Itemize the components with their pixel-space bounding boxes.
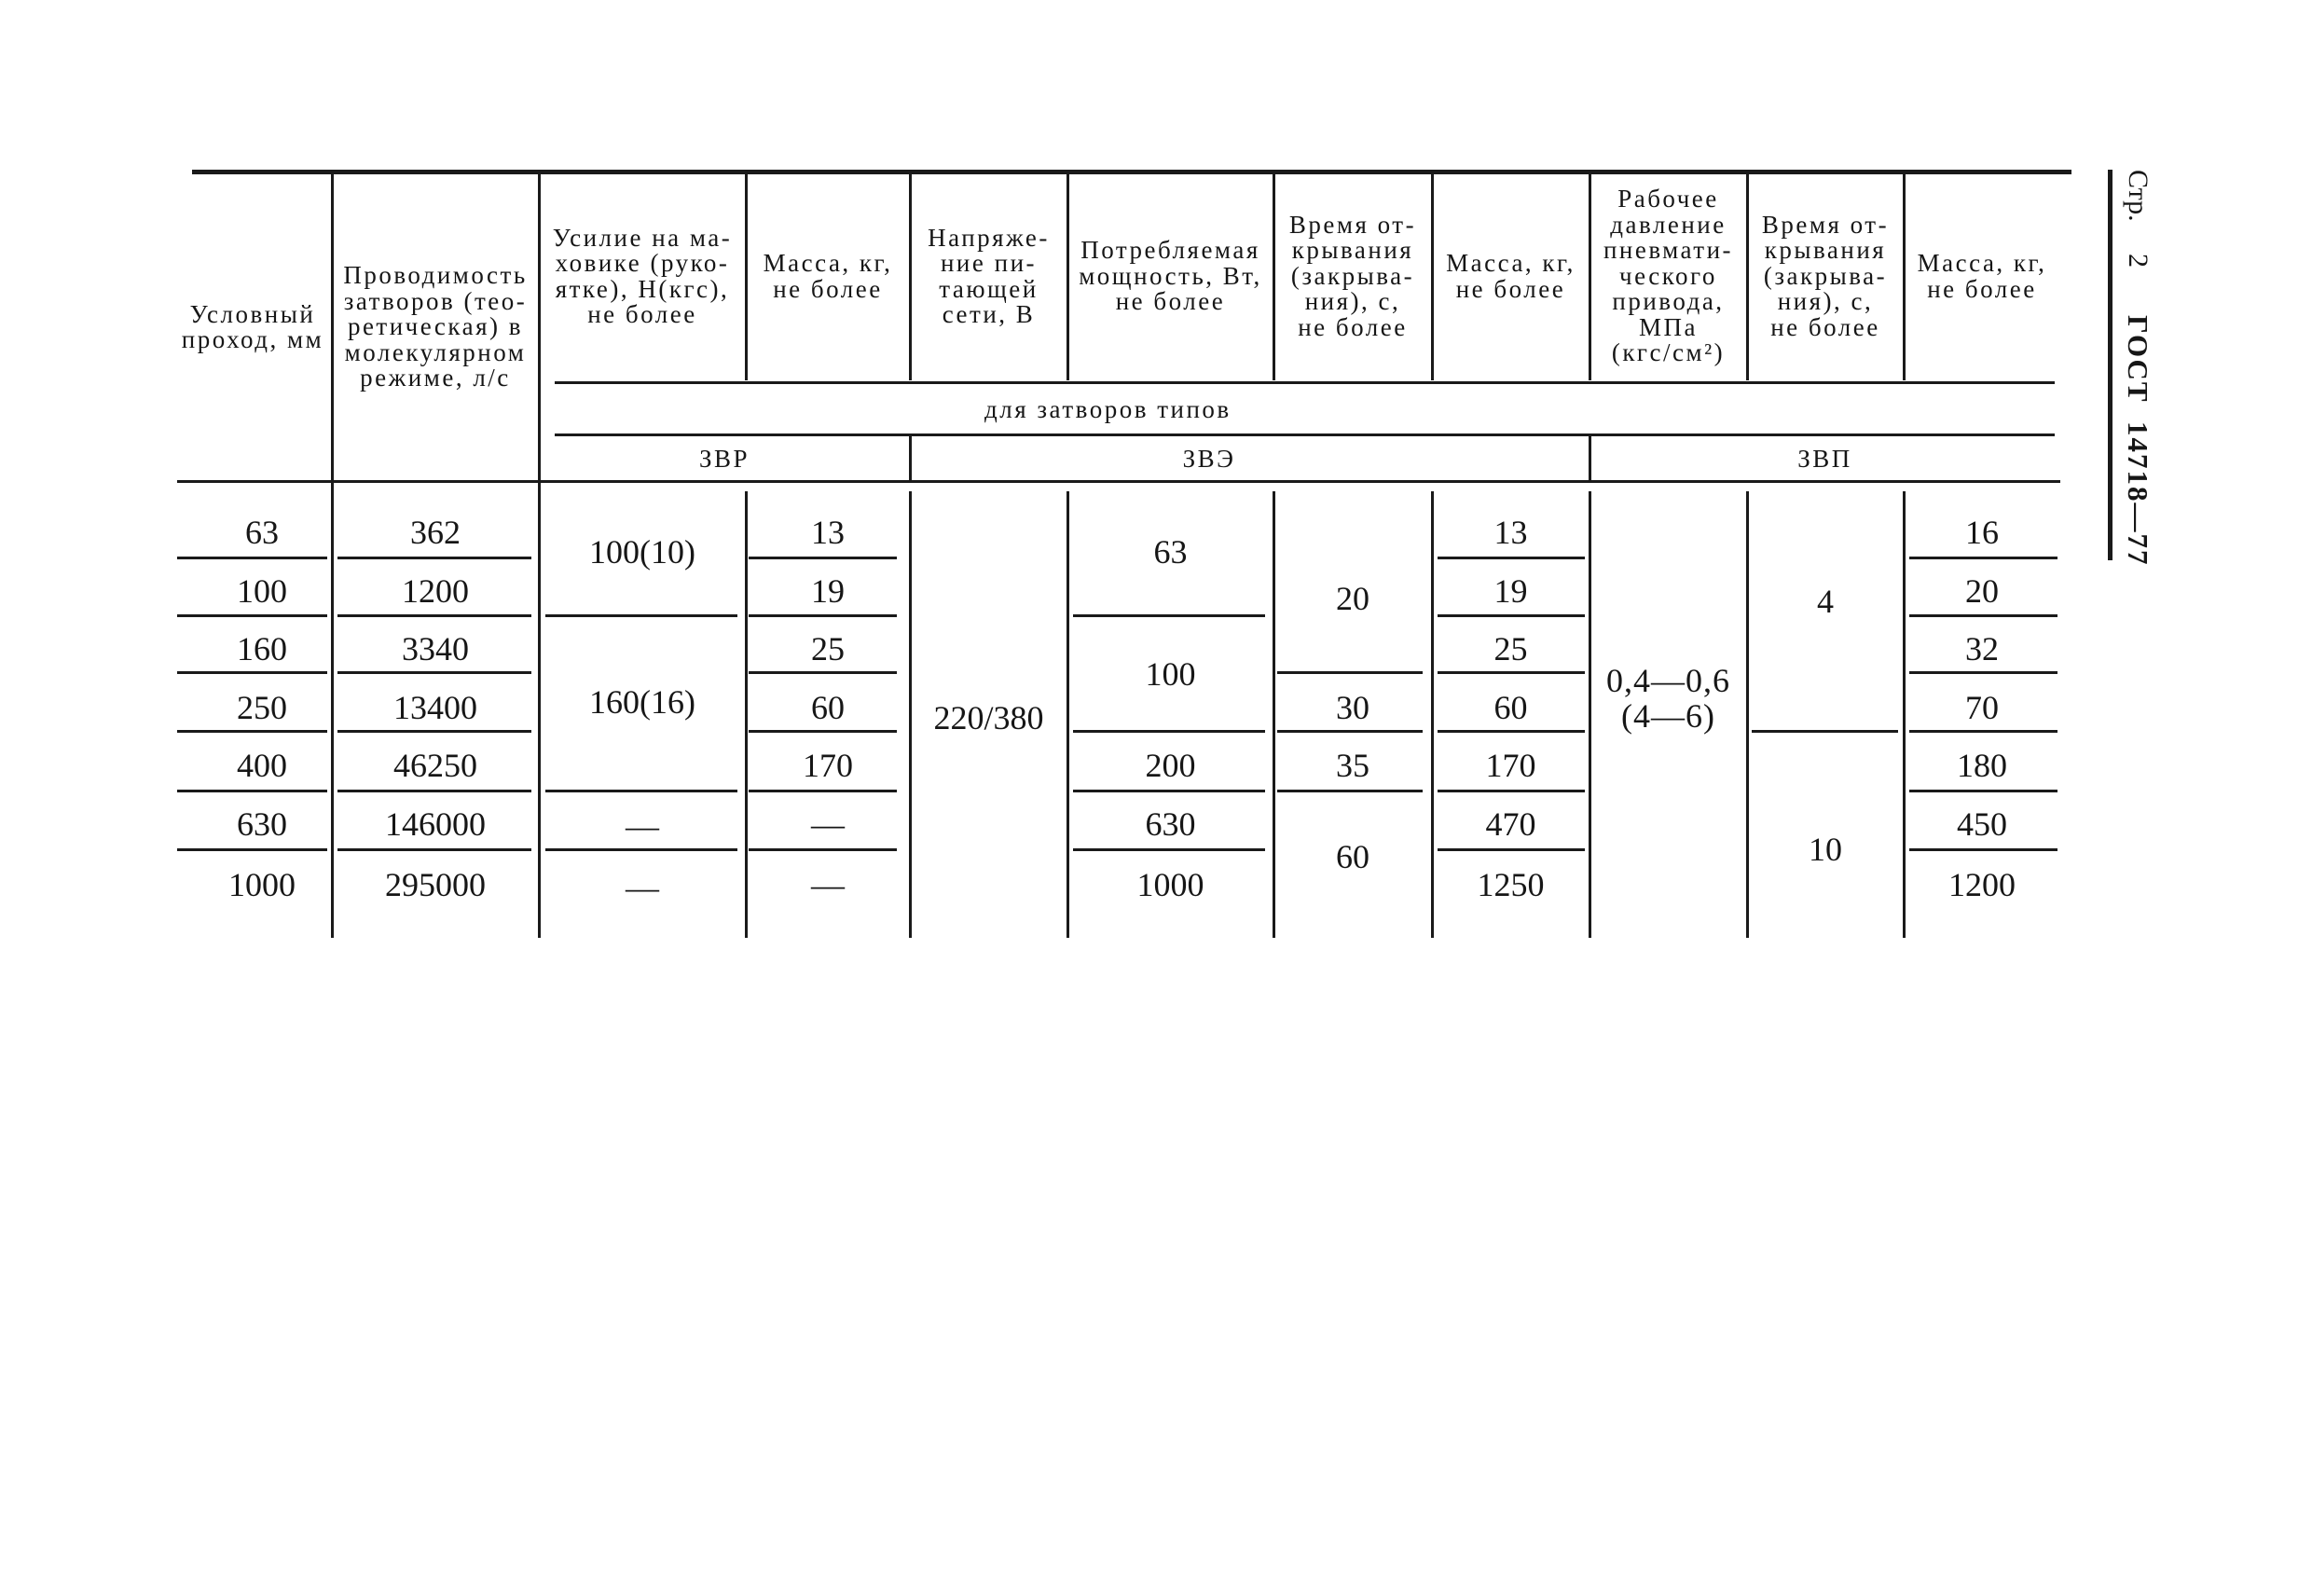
row-rule	[337, 614, 531, 617]
type-label-zvr: ЗВР	[698, 445, 750, 473]
row-rule	[177, 730, 327, 733]
zvp-mass-cell: 20	[1965, 572, 1999, 610]
header-handwheel-force: Усилие на ма- ховике (руко- ятке), Н(кгс), не более	[552, 223, 733, 328]
row-rule	[545, 614, 737, 617]
zve-mass-cell: 60	[1493, 689, 1528, 726]
row-rule	[1277, 790, 1423, 792]
zve-mass-cell: 470	[1485, 805, 1536, 843]
row-rule	[337, 671, 531, 674]
row-rule	[749, 790, 897, 792]
conductance-cell: 1200	[402, 572, 469, 610]
row-rule	[749, 671, 897, 674]
row-rule	[177, 671, 327, 674]
zve-power-cell: 63	[1153, 533, 1188, 571]
conductance-cell: 295000	[385, 866, 486, 903]
zve-mass-cell: 170	[1485, 747, 1536, 784]
row-rule	[337, 557, 531, 559]
header-zvr-mass: Масса, кг, не более	[763, 249, 893, 303]
zve-mass-cell: 25	[1493, 630, 1528, 667]
zvr-mass-cell: —	[811, 866, 845, 903]
bore-cell: 100	[237, 572, 287, 610]
zvp-time-cell: 4	[1817, 583, 1834, 620]
zvp-mass-cell: 450	[1957, 805, 2007, 843]
row-rule	[1438, 790, 1585, 792]
zve-mass-cell: 1250	[1477, 866, 1545, 903]
row-rule	[1438, 848, 1585, 851]
header-supply-voltage: Напряже- ние пи- тающей сети, В	[928, 223, 1050, 328]
header-zvp-opening-time: Время от- крывания (закрыва- ния), с, не более	[1761, 210, 1890, 341]
header-zve-mass: Масса, кг, не более	[1446, 249, 1576, 303]
row-rule	[1438, 730, 1585, 733]
row-rule	[177, 790, 327, 792]
zve-power-cell: 630	[1145, 805, 1196, 843]
row-rule	[749, 848, 897, 851]
row-rule	[1909, 848, 2057, 851]
row-rule	[1909, 614, 2057, 617]
zve-time-cell: 20	[1336, 580, 1369, 617]
zvr-force-cell: 160(16)	[589, 683, 695, 721]
header-conductance: Проводимость затворов (тео- ретическая) в молекулярном режиме, л/с	[343, 261, 528, 392]
row-rule	[1909, 671, 2057, 674]
row-rule	[1073, 614, 1265, 617]
row-rule	[177, 614, 327, 617]
zve-voltage-cell: 220/380	[933, 699, 1044, 736]
conductance-cell: 362	[410, 514, 461, 551]
row-rule	[749, 614, 897, 617]
row-rule	[545, 790, 737, 792]
zvr-force-cell: —	[626, 869, 659, 906]
row-rule	[749, 730, 897, 733]
bore-cell: 63	[245, 514, 279, 551]
zve-time-cell: 30	[1336, 689, 1369, 726]
zvr-force-cell: —	[626, 807, 659, 845]
row-rule	[1909, 790, 2057, 792]
group-top-rule	[555, 381, 2055, 384]
zvp-mass-cell: 1200	[1948, 866, 2016, 903]
zvp-pressure-cell: 0,4—0,6 (4—6)	[1606, 662, 1730, 735]
zvr-mass-cell: 170	[803, 747, 853, 784]
row-rule	[545, 848, 737, 851]
row-rule	[177, 848, 327, 851]
conductance-cell: 3340	[402, 630, 469, 667]
zvr-mass-cell: 60	[811, 689, 845, 726]
zvr-force-cell: 100(10)	[589, 533, 695, 571]
header-zve-opening-time: Время от- крывания (закрыва- ния), с, не более	[1288, 210, 1417, 341]
row-rule	[177, 557, 327, 559]
conductance-cell: 13400	[393, 689, 477, 726]
bore-cell: 1000	[228, 866, 296, 903]
bore-cell: 160	[237, 630, 287, 667]
zvp-time-cell: 10	[1809, 831, 1842, 868]
zve-mass-cell: 13	[1493, 514, 1528, 551]
row-rule	[1073, 790, 1265, 792]
row-rule	[1073, 848, 1265, 851]
row-rule	[1073, 730, 1265, 733]
header-zvp-mass: Масса, кг, не более	[1917, 249, 2047, 303]
conductance-cell: 46250	[393, 747, 477, 784]
zvp-mass-cell: 16	[1965, 514, 1999, 551]
zvp-mass-cell: 32	[1965, 630, 1999, 667]
row-rule	[1752, 730, 1898, 733]
zve-time-cell: 35	[1336, 747, 1369, 784]
bore-cell: 630	[237, 805, 287, 843]
row-rule	[337, 790, 531, 792]
zve-mass-cell: 19	[1493, 572, 1528, 610]
zve-power-cell: 100	[1145, 655, 1196, 693]
group-label: для затворов типов	[984, 395, 1232, 423]
zve-time-cell: 60	[1336, 838, 1369, 875]
row-rule	[337, 730, 531, 733]
header-working-pressure: Рабочее давление пневмати- ческого привода, МПа (кгс/см²)	[1603, 185, 1734, 367]
zvp-mass-cell: 180	[1957, 747, 2007, 784]
row-rule	[1438, 557, 1585, 559]
zvr-mass-cell: 19	[811, 572, 845, 610]
type-label-zve: ЗВЭ	[1182, 445, 1236, 473]
standard-prefix: ГОСТ	[2122, 315, 2154, 404]
header-nominal-bore: Условный проход, мм	[181, 299, 324, 353]
zvr-mass-cell: 25	[811, 630, 845, 667]
bore-cell: 400	[237, 747, 287, 784]
zvr-mass-cell: —	[811, 805, 845, 843]
page-number: 2	[2123, 254, 2154, 268]
zve-power-cell: 200	[1145, 747, 1196, 784]
bore-cell: 250	[237, 689, 287, 726]
row-rule	[1909, 730, 2057, 733]
row-rule	[1438, 671, 1585, 674]
type-label-zvp: ЗВП	[1797, 445, 1852, 473]
conductance-cell: 146000	[385, 805, 486, 843]
row-rule	[1277, 730, 1423, 733]
zvp-mass-cell: 70	[1965, 689, 1999, 726]
row-rule	[1909, 557, 2057, 559]
zvr-mass-cell: 13	[811, 514, 845, 551]
zve-power-cell: 1000	[1136, 866, 1204, 903]
row-rule	[337, 848, 531, 851]
row-rule	[1277, 671, 1423, 674]
row-rule	[749, 557, 897, 559]
row-rule	[1438, 614, 1585, 617]
header-power-consumption: Потребляемая мощность, Вт, не более	[1079, 236, 1262, 316]
standard-number: 14718—77	[2122, 421, 2154, 567]
page-label: Стр.	[2123, 170, 2154, 222]
